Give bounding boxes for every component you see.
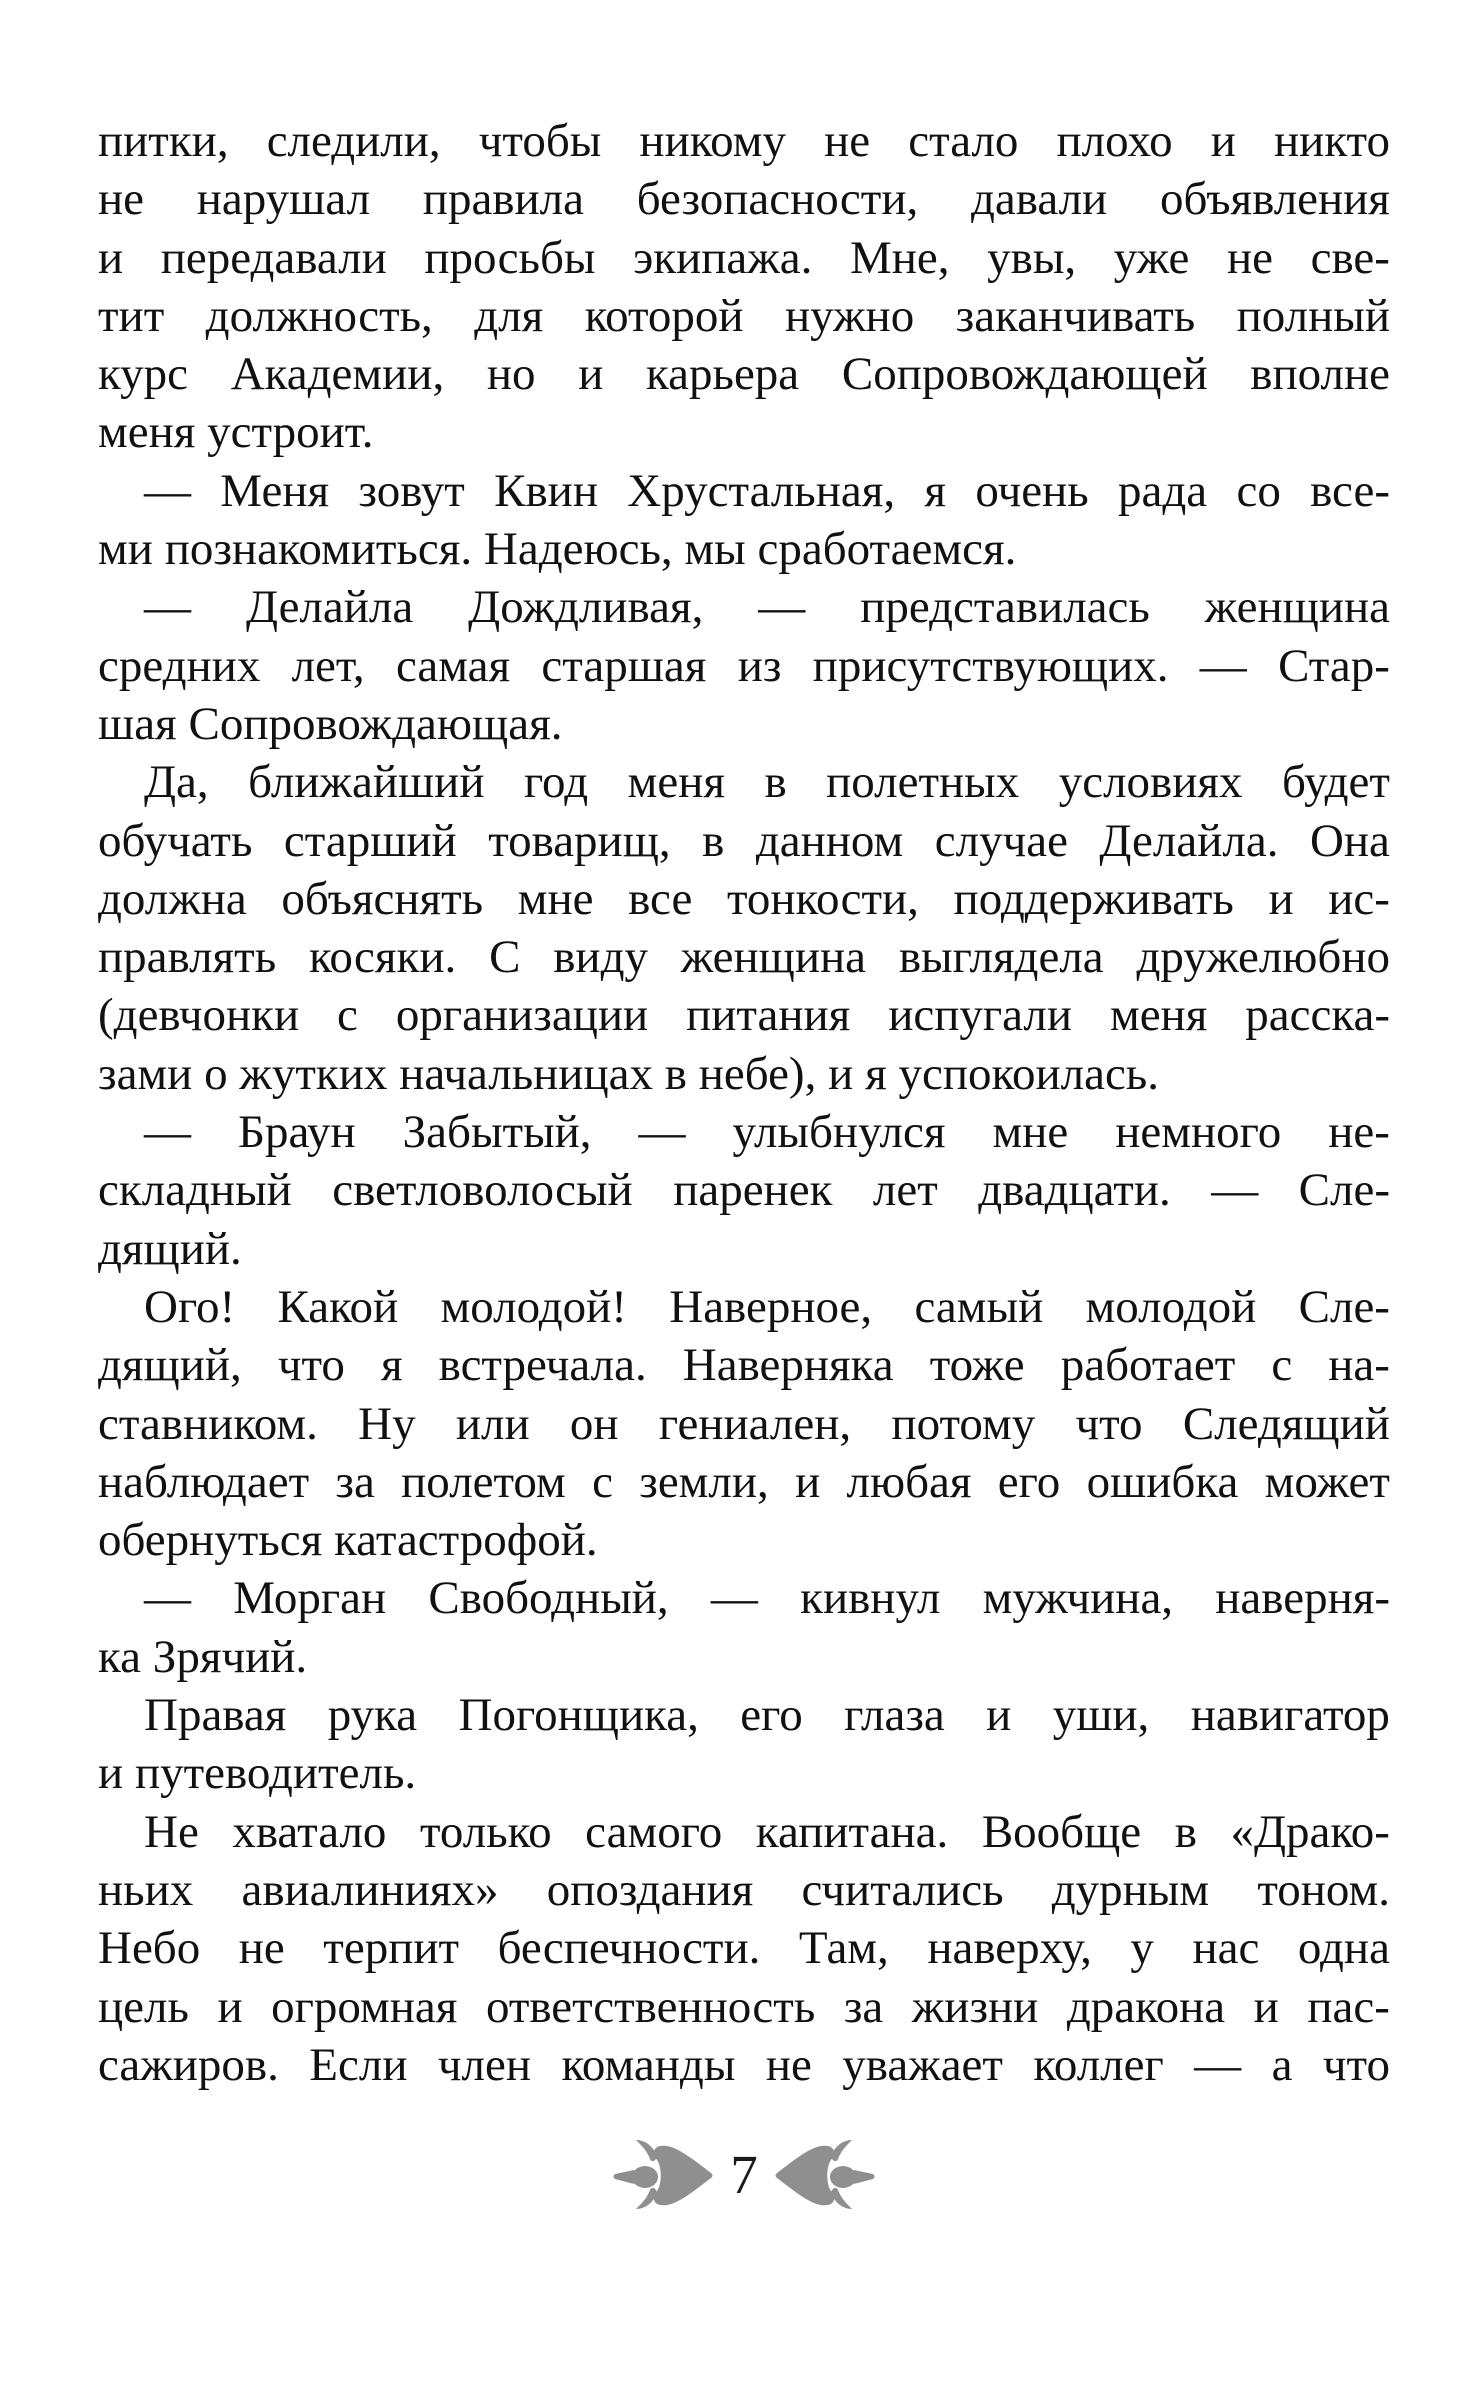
paragraph [98,112,1390,462]
text-line: ньих авиалиниях» опоздания считались дурным тоном. [98,1863,1390,1916]
page-footer [98,2138,1390,2211]
text-line: дящий, что я встречала. Наверняка тоже работает с на- [98,1339,1390,1392]
text-line: ка Зрячий. [98,1630,308,1683]
text-line: не нарушал правила безопасности, давали объявления [98,173,1390,226]
text-line: шая Сопровождающая. [98,697,563,750]
text-line: сажиров. Если член команды не уважает коллег — а что [98,2038,1390,2091]
text-line: обернуться катастрофой. [98,1514,598,1567]
paragraph [98,1803,1390,2094]
text-line: Не хватало только самого капитана. Вообще в «Драко- [144,1805,1390,1858]
text-line: питки, следили, чтобы никому не стало плохо и никто [98,115,1390,167]
text-line: обучать старший товарищ, в данном случае Делайла. Она [98,814,1390,867]
text-line: курс Академии, но и карьера Сопровождающей вполне [98,348,1390,401]
paragraph [98,462,1390,579]
paragraph [98,1569,1390,1686]
text-line: Правая рука Погонщика, его глаза и уши, навигатор [144,1689,1390,1742]
text-line: и передавали просьбы экипажа. Мне, увы, уже не све- [98,231,1390,284]
text-line: — Браун Забытый, — улыбнулся мне немного не- [144,1106,1390,1159]
text-line: средних лет, самая старшая из присутствующих. — Стар- [98,639,1390,692]
text-line: наблюдает за полетом с земли, и любая его ошибка может [98,1455,1390,1508]
text-line: ми познакомиться. Надеюсь, мы сработаемся. [98,523,1017,576]
dragon-paw-ornament-right [771,2138,876,2211]
paragraph [98,1278,1390,1569]
text-line: — Делайла Дождливая, — представилась женщина [144,581,1390,634]
paragraph [98,578,1390,753]
text-line: цель и огромная ответственность за жизни дракона и пас- [98,1980,1390,2033]
paragraph [98,1686,1390,1803]
text-line: Да, ближайший год меня в полетных условиях будет [144,756,1390,809]
text-line: — Меня зовут Квин Хрустальная, я очень рада со все- [144,464,1390,517]
text-line: Ого! Какой молодой! Наверное, самый молодой Сле- [144,1280,1390,1333]
page-number: 7 [730,2144,758,2205]
text-line: должна объяснять мне все тонкости, поддерживать и ис- [98,872,1390,925]
text-line: зами о жутких начальницах в небе), и я успокоилась. [98,1047,1159,1100]
text-line: — Морган Свободный, — кивнул мужчина, наверня- [144,1572,1390,1625]
page-text [98,112,1390,2094]
text-line: тит должность, для которой нужно заканчивать полный [98,289,1390,342]
text-line: меня устроит. [98,406,374,459]
paragraph [98,753,1390,1103]
text-line: Небо не терпит беспечности. Там, наверху, у нас одна [98,1922,1390,1975]
text-line: (девчонки с организации питания испугали меня расска- [98,989,1390,1042]
text-line: складный светловолосый паренек лет двадцати. — Сле- [98,1164,1390,1217]
text-line: правлять косяки. С виду женщина выглядела дружелюбно [98,931,1390,984]
text-line: ставником. Ну или он гениален, потому что Следящий [98,1397,1390,1450]
dragon-paw-ornament-left [612,2138,717,2211]
paragraph [98,1103,1390,1278]
text-line: и путеводитель. [98,1747,417,1800]
text-line: дящий. [98,1222,242,1275]
